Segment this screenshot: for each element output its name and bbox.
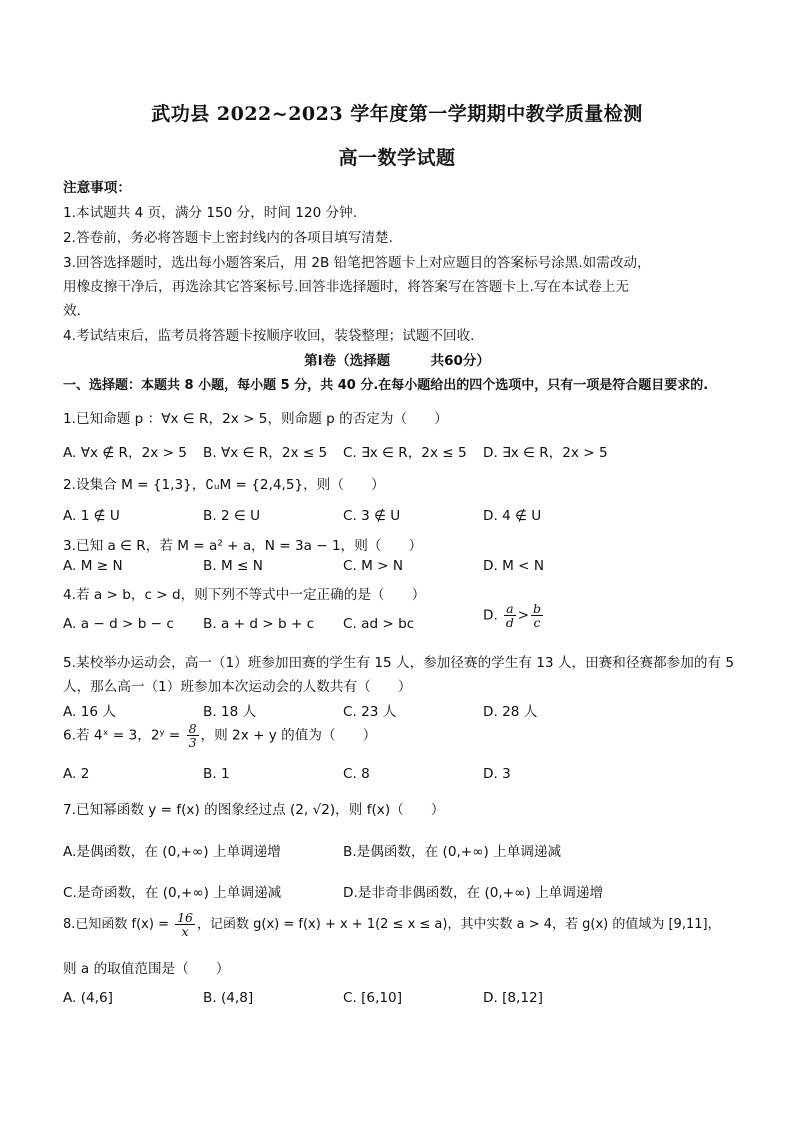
question-stem-cont: 人，那么高一（1）班参加本次运动会的人数共有（ ） [63,679,412,695]
frac-denominator: 3 [188,735,197,750]
question-stem [63,722,376,749]
option-d: D. 4 ∉ U [483,508,542,524]
section-title: 第Ⅰ卷（选择题 共60分） [304,353,490,369]
frac-denominator: d [505,615,514,630]
option-c: C.是奇函数，在 (0,+∞) 上单调递减 [63,885,282,901]
section-instruction: 一、选择题：本题共 8 小题，每小题 5 分，共 40 分.在每小题给出的四个选项中，只有一项是符合题目要求的. [63,378,709,393]
notes-heading: 注意事项： [63,180,131,196]
question-stem: 5.某校举办运动会，高一（1）班参加田赛的学生有 15 人，参加径赛的学生有 13 人，田赛和径赛都参加的有 5 [63,655,734,671]
option-d-label: D. [483,607,503,624]
option-b: B. 1 [203,766,230,782]
option-d: D. ∃x ∈ R，2x > 5 [483,445,608,461]
question-stem [63,911,721,938]
note-line: 4.考试结束后，监考员将答题卡按顺序收回，装袋整理；试题不回收. [63,328,475,344]
fraction-b-over-c [531,602,543,629]
frac-numerator: 8 [188,721,197,736]
fraction-a-over-d [504,602,515,629]
note-line: 1.本试题共 4 页，满分 150 分，时间 120 分钟. [63,205,358,221]
option-a: A. a − d > b − c [63,616,174,632]
option-a: A. 1 ∉ U [63,508,120,524]
note-line: 2.答卷前，务必将答题卡上密封线内的各项目填写清楚. [63,230,393,246]
fraction-8-over-3 [187,722,199,749]
option-c: C. 8 [343,766,370,782]
option-b: B. 2 ∈ U [203,508,261,524]
stem-part: 8.已知函数 f(x) = [63,917,174,932]
option-d: D. 3 [483,766,511,782]
option-a: A. (4,6] [63,990,113,1006]
option-a: A. ∀x ∉ R，2x > 5 [63,445,187,461]
question-stem: 7.已知幂函数 y = f(x) 的图象经过点 (2, √2)，则 f(x)（ ） [63,802,445,818]
option-b: B. 18 人 [203,704,257,720]
option-c: C. ad > bc [343,616,415,632]
option-d [483,602,545,629]
option-a: A. 16 人 [63,704,116,720]
option-d: D.是非奇非偶函数，在 (0,+∞) 上单调递增 [343,885,604,901]
option-c: C. M > N [343,558,404,574]
option-b: B.是偶函数，在 (0,+∞) 上单调递减 [343,844,562,860]
option-d: D. [8,12] [483,990,543,1006]
question-stem-cont: 则 a 的取值范围是（ ） [63,961,230,977]
option-d: D. 28 人 [483,704,538,720]
option-a: A. 2 [63,766,90,782]
frac-numerator: 16 [177,910,194,925]
note-line: 用橡皮擦干净后，再选涂其它答案标号.回答非选择题时，将答案写在答题卡上.写在本试卷上无 [63,279,629,295]
option-a: A.是偶函数，在 (0,+∞) 上单调递增 [63,844,281,860]
note-line: 效. [63,303,81,319]
option-c: C. [6,10] [343,990,403,1006]
frac-numerator: b [532,601,541,616]
option-d: D. M < N [483,558,545,574]
frac-numerator: a [506,601,514,616]
frac-denominator: x [181,924,189,939]
option-a: A. M ≥ N [63,558,123,574]
option-c: C. 23 人 [343,704,397,720]
question-stem: 3.已知 a ∈ R，若 M = a² + a，N = 3a − 1，则（ ） [63,538,423,554]
exam-title: 武功县 2022~2023 学年度第一学期期中教学质量检测 [151,103,643,125]
option-b: B. M ≤ N [203,558,263,574]
stem-part: ，则 2x + y 的值为（ ） [200,727,377,744]
question-stem: 1.已知命题 p ：∀x ∈ R，2x > 5，则命题 p 的否定为（ ） [63,411,448,427]
frac-denominator: c [533,615,541,630]
option-c: C. ∃x ∈ R，2x ≤ 5 [343,445,467,461]
stem-part: ，记函数 g(x) = f(x) + x + 1(2 ≤ x ≤ a)，其中实数 a > 4，若 g(x) 的值域为 [9,11]， [197,917,721,932]
option-b: B. a + d > b + c [203,616,315,632]
stem-part: 6.若 4ˣ = 3，2ʸ = [63,727,185,744]
note-line: 3.回答选择题时，选出每小题答案后，用 2B 铅笔把答题卡上对应题目的答案标号涂黑.如需改动， [63,255,651,271]
question-stem: 4.若 a > b，c > d，则下列不等式中一定正确的是（ ） [63,587,426,603]
exam-subtitle: 高一数学试题 [338,147,456,169]
frac-operator: > [517,607,529,624]
fraction-16-over-x [175,911,195,938]
option-b: B. (4,8] [203,990,254,1006]
option-c: C. 3 ∉ U [343,508,401,524]
question-stem: 2.设集合 M = {1,3}，∁ᵤM = {2,4,5}，则（ ） [63,477,385,493]
option-b: B. ∀x ∈ R，2x ≤ 5 [203,445,328,461]
